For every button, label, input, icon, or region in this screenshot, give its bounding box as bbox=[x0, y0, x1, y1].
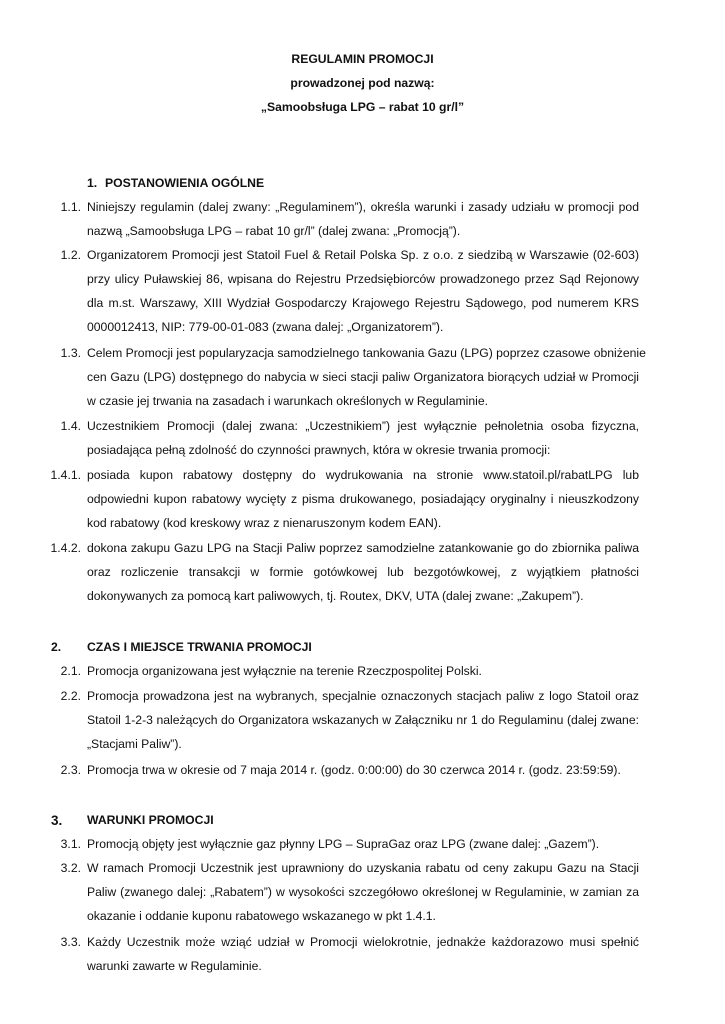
section-heading: POSTANOWIENIA OGÓLNE bbox=[105, 176, 265, 190]
item-text-line: Organizatorem Promocji jest Statoil Fuel & Retail Polska Sp. z o.o. z siedzibą w Warszawie (02-603) bbox=[87, 248, 639, 262]
item-text-line: cen Gazu (LPG) dostępnego do nabycia w sieci stacji paliw Organizatora biorących udział w Promocji bbox=[87, 370, 639, 384]
item-text-line: Promocja organizowana jest wyłącznie na terenie Rzeczpospolitej Polski. bbox=[87, 664, 482, 678]
item-number: 3.1. bbox=[60, 837, 81, 851]
item-text-line: odpowiedni kupon rabatowy wycięty z pisma drukowanego, posiadający oryginalny i nieuszkodzony bbox=[87, 492, 639, 506]
item-text-line: 0000012413, NIP: 779-00-01-083 (zwana dalej: „Organizatorem”). bbox=[87, 320, 444, 334]
section-heading: CZAS I MIEJSCE TRWANIA PROMOCJI bbox=[87, 640, 312, 654]
item-text-line: Paliw (zwanego dalej: „Rabatem”) w wysokości szczegółowo określonej w Regulaminie, w zamian za bbox=[87, 885, 639, 899]
section-heading: WARUNKI PROMOCJI bbox=[87, 813, 214, 827]
item-text-line: Promocją objęty jest wyłącznie gaz płynny LPG – SupraGaz oraz LPG (zwane dalej: „Gazem”). bbox=[87, 837, 600, 851]
item-number: 2.3. bbox=[60, 763, 81, 777]
item-text-line: Celem Promocji jest popularyzacja samodzielnego tankowania Gazu (LPG) poprzez czasowe obniżenie bbox=[87, 346, 646, 360]
item-text-line: dokonywanych za pomocą kart paliwowych, tj. Routex, DKV, UTA (dalej zwane: „Zakupem”). bbox=[87, 589, 584, 603]
item-text-line: warunki zawarte w Regulaminie. bbox=[87, 959, 262, 973]
item-number: 1.4.2. bbox=[50, 541, 81, 555]
item-text-line: w czasie jej trwania na zasadach i warunkach określonych w Regulaminie. bbox=[87, 394, 489, 408]
item-text-line: kod rabatowy (kod kreskowy wraz z nienaruszonym kodem EAN). bbox=[87, 516, 442, 530]
document-title: REGULAMIN PROMOCJI bbox=[291, 52, 434, 66]
item-text-line: Każdy Uczestnik może wziąć udział w Promocji wielokrotnie, jednakże każdorazowo musi spełnić bbox=[87, 935, 639, 949]
item-number: 2.2. bbox=[60, 689, 81, 703]
item-number: 2.1. bbox=[60, 664, 81, 678]
section-number: 1. bbox=[87, 176, 98, 190]
item-number: 1.2. bbox=[60, 248, 81, 262]
item-text-line: Niniejszy regulamin (dalej zwany: „Regulaminem”), określa warunki i zasady udziału w promocji pod bbox=[87, 200, 639, 214]
item-number: 1.4. bbox=[60, 419, 81, 433]
item-text-line: przy ulicy Puławskiej 86, wpisana do Rejestru Przedsiębiorców prowadzonego przez Sąd Rejonowy bbox=[87, 272, 639, 286]
item-text-line: W ramach Promocji Uczestnik jest uprawniony do uzyskania rabatu od ceny zakupu Gazu na Stacji bbox=[87, 861, 639, 875]
item-text-line: „Stacjami Paliw”). bbox=[87, 737, 182, 751]
item-text-line: Statoil 1-2-3 należących do Organizatora wskazanych w Załączniku nr 1 do Regulaminu (dalej zwane: bbox=[87, 713, 639, 727]
item-text-line: nazwą „Samoobsługa LPG – rabat 10 gr/l” (dalej zwana: „Promocją”). bbox=[87, 224, 461, 238]
item-text-line: dla m.st. Warszawy, XIII Wydział Gospodarczy Krajowego Rejestru Sądowego, pod numerem KRS bbox=[87, 296, 639, 310]
item-text-line: posiada kupon rabatowy dostępny do wydrukowania na stronie www.statoil.pl/rabatLPG lub bbox=[87, 468, 639, 482]
item-text-line: posiadająca pełną zdolność do czynności prawnych, która w okresie trwania promocji: bbox=[87, 443, 551, 457]
promotion-name: „Samoobsługa LPG – rabat 10 gr/l” bbox=[260, 100, 465, 114]
item-text-line: okazanie i oddanie kuponu rabatowego wskazanego w pkt 1.4.1. bbox=[87, 909, 436, 923]
item-text-line: Promocja prowadzona jest na wybranych, specjalnie oznaczonych stacjach paliw z logo Statoil oraz bbox=[87, 689, 639, 703]
item-text-line: Uczestnikiem Promocji (dalej zwana: „Uczestnikiem”) jest wyłącznie pełnoletnia osoba fizyczna, bbox=[87, 419, 639, 433]
item-number: 3.3. bbox=[60, 935, 81, 949]
item-number: 1.3. bbox=[60, 346, 81, 360]
item-text-line: Promocja trwa w okresie od 7 maja 2014 r. (godz. 0:00:00) do 30 czerwca 2014 r. (godz. 23:59:59). bbox=[87, 763, 621, 777]
section-number: 3. bbox=[51, 813, 63, 828]
section-number: 2. bbox=[51, 640, 62, 654]
item-number: 1.1. bbox=[60, 200, 81, 214]
item-text-line: oraz rozliczenie transakcji w formie gotówkowej lub bezgotówkowej, z wyjątkiem płatności bbox=[87, 565, 639, 579]
item-text-line: dokona zakupu Gazu LPG na Stacji Paliw poprzez samodzielne zatankowanie go do zbiornika paliwa bbox=[87, 541, 639, 555]
item-number: 3.2. bbox=[60, 861, 81, 875]
document-subtitle: prowadzonej pod nazwą: bbox=[290, 76, 435, 90]
item-number: 1.4.1. bbox=[50, 468, 81, 482]
